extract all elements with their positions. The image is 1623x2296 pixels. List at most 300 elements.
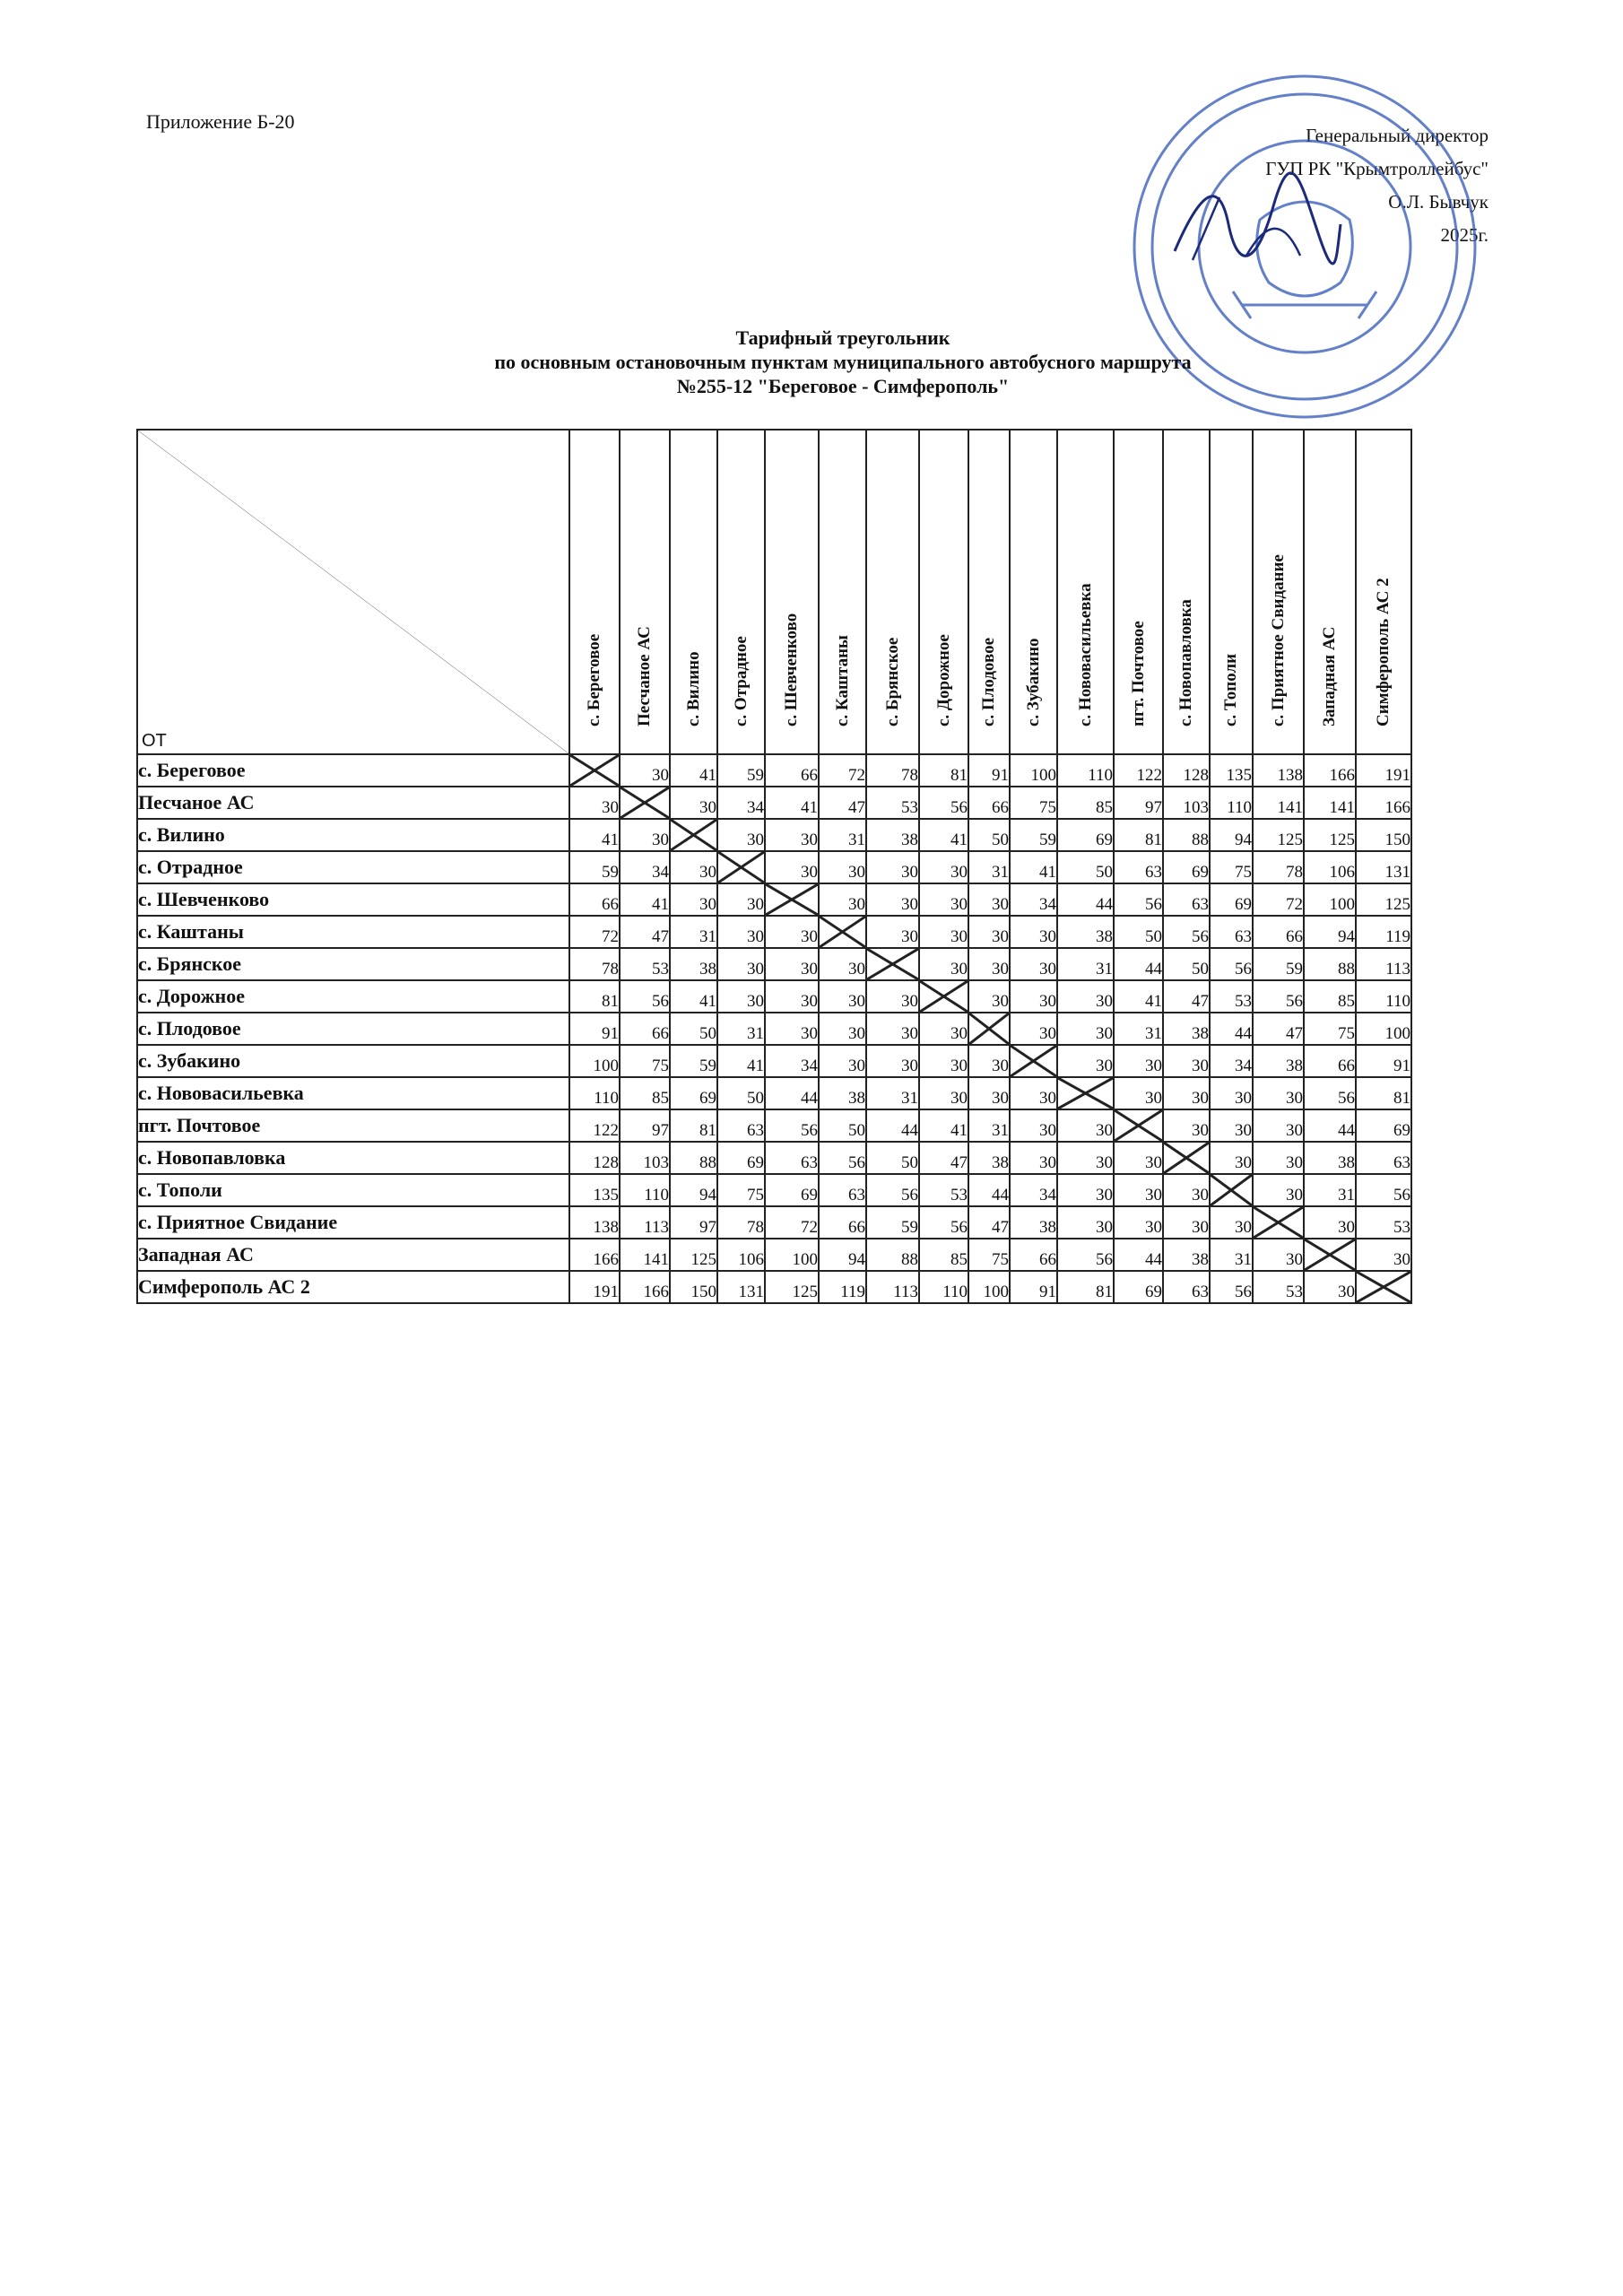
table-row: [137, 754, 1411, 787]
table-row: [137, 1206, 1411, 1239]
fare-cell: 122: [1114, 754, 1163, 787]
diagonal-cross-cell: [670, 819, 717, 851]
fare-cell: 38: [1253, 1045, 1304, 1077]
fare-cell: 30: [765, 916, 819, 948]
fare-cell: 30: [620, 754, 670, 787]
fare-cell: 56: [1163, 916, 1210, 948]
fare-cell: 66: [968, 787, 1010, 819]
fare-cell: 53: [1210, 980, 1253, 1013]
fare-cell: 30: [670, 883, 717, 916]
fare-cell: 72: [765, 1206, 819, 1239]
cross-icon: [1115, 1110, 1162, 1141]
fare-cell: 138: [1253, 754, 1304, 787]
cross-icon: [671, 820, 716, 850]
column-header-label: Песчаное АС: [635, 626, 654, 726]
fare-cell: 91: [1356, 1045, 1411, 1077]
fare-cell: 75: [1010, 787, 1057, 819]
column-header-label: с. Отрадное: [731, 636, 751, 726]
diagonal-cross-cell: [765, 883, 819, 916]
fare-cell: 30: [819, 851, 866, 883]
fare-cell: 110: [919, 1271, 968, 1303]
fare-cell: 66: [1253, 916, 1304, 948]
fare-cell: 30: [1253, 1109, 1304, 1142]
fare-cell: 69: [717, 1142, 765, 1174]
column-header: [968, 430, 1010, 754]
title-line-3: №255-12 "Береговое - Симферополь": [676, 375, 1010, 397]
diagonal-cross-cell: [1253, 1206, 1304, 1239]
fare-cell: 56: [765, 1109, 819, 1142]
column-header: [1253, 430, 1304, 754]
fare-cell: 31: [717, 1013, 765, 1045]
fare-cell: 103: [620, 1142, 670, 1174]
fare-cell: 34: [620, 851, 670, 883]
fare-cell: 34: [1010, 883, 1057, 916]
fare-cell: 125: [670, 1239, 717, 1271]
fare-cell: 38: [968, 1142, 1010, 1174]
fare-cell: 72: [1253, 883, 1304, 916]
cross-icon: [621, 787, 669, 818]
appendix-label: Приложение Б-20: [146, 110, 295, 133]
approval-date: 2025г.: [1440, 224, 1488, 246]
fare-cell: 122: [569, 1109, 620, 1142]
column-header-label: Западная АС: [1320, 626, 1339, 726]
table-row: [137, 1013, 1411, 1045]
column-header-label: с. Нововасильевка: [1075, 583, 1095, 726]
fare-cell: 47: [1253, 1013, 1304, 1045]
fare-cell: 125: [1304, 819, 1356, 851]
fare-cell: 50: [717, 1077, 765, 1109]
fare-cell: 94: [1210, 819, 1253, 851]
fare-cell: 53: [919, 1174, 968, 1206]
fare-cell: 63: [717, 1109, 765, 1142]
table-row: [137, 1109, 1411, 1142]
column-header-label: с. Тополи: [1221, 653, 1240, 726]
cross-icon: [570, 755, 619, 786]
fare-cell: 31: [1057, 948, 1114, 980]
fare-cell: 100: [765, 1239, 819, 1271]
approval-organization: ГУП РК "Крымтроллейбус": [1265, 158, 1488, 179]
cross-icon: [820, 917, 865, 947]
fare-cell: 63: [1163, 883, 1210, 916]
fare-cell: 47: [620, 916, 670, 948]
document-title: [377, 326, 1309, 398]
table-row: [137, 1142, 1411, 1174]
fare-cell: 30: [919, 916, 968, 948]
diagonal-cross-cell: [1010, 1045, 1057, 1077]
fare-cell: 30: [1114, 1045, 1163, 1077]
fare-cell: 56: [819, 1142, 866, 1174]
fare-cell: 85: [1304, 980, 1356, 1013]
fare-cell: 59: [1253, 948, 1304, 980]
fare-cell: 56: [1114, 883, 1163, 916]
fare-cell: 30: [866, 916, 919, 948]
header-row: [137, 430, 1411, 754]
fare-cell: 34: [765, 1045, 819, 1077]
fare-cell: 30: [717, 980, 765, 1013]
fare-cell: 88: [670, 1142, 717, 1174]
fare-cell: 31: [819, 819, 866, 851]
table-row: [137, 948, 1411, 980]
row-label: с. Вилино: [137, 819, 569, 851]
fare-cell: 81: [1356, 1077, 1411, 1109]
fare-cell: 56: [866, 1174, 919, 1206]
diagonal-cross-cell: [620, 787, 670, 819]
fare-cell: 41: [670, 754, 717, 787]
cross-icon: [1011, 1046, 1056, 1076]
fare-cell: 110: [1057, 754, 1114, 787]
column-header-label: с. Новопавловка: [1176, 599, 1195, 726]
fare-cell: 94: [670, 1174, 717, 1206]
fare-cell: 50: [1163, 948, 1210, 980]
fare-cell: 78: [1253, 851, 1304, 883]
fare-cell: 125: [1356, 883, 1411, 916]
fare-cell: 63: [1163, 1271, 1210, 1303]
cross-icon: [766, 884, 818, 915]
fare-cell: 125: [765, 1271, 819, 1303]
fare-cell: 30: [717, 883, 765, 916]
row-label: с. Зубакино: [137, 1045, 569, 1077]
fare-cell: 75: [1210, 851, 1253, 883]
row-label: с. Дорожное: [137, 980, 569, 1013]
fare-cell: 141: [1304, 787, 1356, 819]
fare-cell: 30: [670, 851, 717, 883]
diagonal-cross-cell: [968, 1013, 1010, 1045]
fare-cell: 30: [765, 948, 819, 980]
fare-cell: 30: [569, 787, 620, 819]
fare-cell: 166: [620, 1271, 670, 1303]
fare-cell: 56: [919, 787, 968, 819]
diagonal-cross-cell: [1210, 1174, 1253, 1206]
fare-cell: 30: [1057, 1142, 1114, 1174]
diagonal-cross-cell: [1163, 1142, 1210, 1174]
fare-cell: 50: [968, 819, 1010, 851]
fare-cell: 30: [1010, 980, 1057, 1013]
fare-cell: 30: [919, 1045, 968, 1077]
fare-cell: 31: [1210, 1239, 1253, 1271]
fare-cell: 30: [1253, 1174, 1304, 1206]
fare-cell: 30: [819, 1045, 866, 1077]
fare-cell: 85: [1057, 787, 1114, 819]
table-row: [137, 916, 1411, 948]
fare-cell: 100: [569, 1045, 620, 1077]
column-header-label: пгт. Почтовое: [1128, 621, 1148, 726]
fare-cell: 94: [1304, 916, 1356, 948]
fare-cell: 81: [569, 980, 620, 1013]
fare-cell: 100: [1304, 883, 1356, 916]
fare-cell: 30: [1114, 1174, 1163, 1206]
fare-cell: 150: [670, 1271, 717, 1303]
fare-cell: 191: [569, 1271, 620, 1303]
fare-cell: 166: [1356, 787, 1411, 819]
fare-cell: 91: [1010, 1271, 1057, 1303]
row-label: с. Нововасильевка: [137, 1077, 569, 1109]
approval-position: Генеральный директор: [1306, 125, 1488, 146]
fare-cell: 41: [670, 980, 717, 1013]
fare-cell: 38: [1304, 1142, 1356, 1174]
fare-cell: 131: [717, 1271, 765, 1303]
fare-cell: 59: [569, 851, 620, 883]
fare-cell: 30: [1210, 1206, 1253, 1239]
fare-cell: 30: [1304, 1206, 1356, 1239]
corner-diagonal: [138, 430, 568, 753]
fare-cell: 34: [1210, 1045, 1253, 1077]
fare-cell: 30: [1356, 1239, 1411, 1271]
diagonal-cross-cell: [1356, 1271, 1411, 1303]
column-header: [1057, 430, 1114, 754]
fare-cell: 30: [1163, 1109, 1210, 1142]
column-header: [1356, 430, 1411, 754]
fare-cell: 41: [569, 819, 620, 851]
fare-cell: 69: [765, 1174, 819, 1206]
fare-cell: 110: [1356, 980, 1411, 1013]
fare-cell: 141: [620, 1239, 670, 1271]
fare-cell: 34: [1010, 1174, 1057, 1206]
fare-cell: 94: [819, 1239, 866, 1271]
column-header: [819, 430, 866, 754]
fare-cell: 63: [1210, 916, 1253, 948]
fare-cell: 75: [1304, 1013, 1356, 1045]
cross-icon: [1357, 1272, 1410, 1302]
fare-cell: 30: [968, 916, 1010, 948]
fare-cell: 30: [670, 787, 717, 819]
column-header-label: с. Каштаны: [832, 635, 852, 726]
column-header-label: с. Вилино: [683, 651, 703, 726]
fare-cell: 38: [1163, 1013, 1210, 1045]
column-header: [866, 430, 919, 754]
fare-cell: 59: [670, 1045, 717, 1077]
column-header-label: с. Дорожное: [933, 634, 953, 726]
fare-cell: 30: [1210, 1142, 1253, 1174]
fare-cell: 135: [1210, 754, 1253, 787]
fare-cell: 30: [919, 1013, 968, 1045]
fare-cell: 66: [569, 883, 620, 916]
fare-cell: 110: [569, 1077, 620, 1109]
table-row: [137, 819, 1411, 851]
column-header: [919, 430, 968, 754]
cross-icon: [1254, 1207, 1303, 1238]
row-label: Симферополь АС 2: [137, 1271, 569, 1303]
row-label: с. Шевченково: [137, 883, 569, 916]
from-label: ОТ: [142, 731, 167, 751]
fare-cell: 30: [1010, 1109, 1057, 1142]
fare-cell: 56: [1304, 1077, 1356, 1109]
fare-cell: 30: [1114, 1077, 1163, 1109]
fare-cell: 30: [968, 1045, 1010, 1077]
fare-cell: 30: [968, 1077, 1010, 1109]
fare-cell: 30: [1057, 1206, 1114, 1239]
fare-cell: 41: [1114, 980, 1163, 1013]
fare-cell: 97: [670, 1206, 717, 1239]
fare-cell: 30: [1057, 1045, 1114, 1077]
fare-cell: 150: [1356, 819, 1411, 851]
fare-cell: 63: [819, 1174, 866, 1206]
column-header: [1163, 430, 1210, 754]
fare-cell: 30: [866, 1013, 919, 1045]
fare-cell: 166: [569, 1239, 620, 1271]
fare-cell: 34: [717, 787, 765, 819]
row-label: с. Каштаны: [137, 916, 569, 948]
fare-cell: 30: [717, 916, 765, 948]
column-header: [620, 430, 670, 754]
fare-cell: 30: [1253, 1142, 1304, 1174]
fare-cell: 44: [866, 1109, 919, 1142]
fare-cell: 128: [569, 1142, 620, 1174]
fare-cell: 30: [919, 948, 968, 980]
fare-cell: 30: [919, 883, 968, 916]
fare-cell: 30: [765, 819, 819, 851]
fare-cell: 138: [569, 1206, 620, 1239]
table-row: [137, 787, 1411, 819]
fare-cell: 81: [1057, 1271, 1114, 1303]
table-row: [137, 1239, 1411, 1271]
fare-cell: 135: [569, 1174, 620, 1206]
fare-cell: 41: [765, 787, 819, 819]
fare-cell: 91: [569, 1013, 620, 1045]
fare-cell: 63: [765, 1142, 819, 1174]
fare-cell: 166: [1304, 754, 1356, 787]
fare-cell: 30: [1057, 1174, 1114, 1206]
fare-cell: 88: [866, 1239, 919, 1271]
fare-cell: 63: [1114, 851, 1163, 883]
fare-cell: 31: [1114, 1013, 1163, 1045]
fare-cell: 191: [1356, 754, 1411, 787]
column-header: [1010, 430, 1057, 754]
fare-cell: 72: [819, 754, 866, 787]
fare-cell: 44: [1114, 1239, 1163, 1271]
fare-cell: 41: [1010, 851, 1057, 883]
fare-cell: 119: [819, 1271, 866, 1303]
cross-icon: [718, 852, 764, 883]
fare-cell: 30: [1163, 1206, 1210, 1239]
fare-cell: 63: [1356, 1142, 1411, 1174]
column-header-label: с. Приятное Свидание: [1268, 554, 1288, 726]
fare-cell: 91: [968, 754, 1010, 787]
diagonal-cross-cell: [1304, 1239, 1356, 1271]
fare-cell: 38: [866, 819, 919, 851]
diagonal-cross-cell: [866, 948, 919, 980]
fare-cell: 30: [1253, 1077, 1304, 1109]
fare-cell: 30: [765, 980, 819, 1013]
fare-cell: 50: [1114, 916, 1163, 948]
fare-cell: 30: [1057, 980, 1114, 1013]
fare-cell: 30: [968, 948, 1010, 980]
fare-cell: 113: [620, 1206, 670, 1239]
fare-cell: 69: [670, 1077, 717, 1109]
fare-cell: 41: [620, 883, 670, 916]
tariff-table: [136, 429, 1412, 1304]
row-label: с. Плодовое: [137, 1013, 569, 1045]
fare-cell: 66: [819, 1206, 866, 1239]
fare-cell: 30: [1253, 1239, 1304, 1271]
column-header: [670, 430, 717, 754]
fare-cell: 41: [717, 1045, 765, 1077]
fare-cell: 47: [919, 1142, 968, 1174]
fare-cell: 30: [968, 980, 1010, 1013]
fare-cell: 30: [866, 1045, 919, 1077]
fare-cell: 30: [1163, 1077, 1210, 1109]
fare-cell: 128: [1163, 754, 1210, 787]
fare-cell: 110: [1210, 787, 1253, 819]
signature: [1166, 170, 1345, 278]
fare-cell: 81: [670, 1109, 717, 1142]
column-header-label: с. Шевченково: [782, 613, 801, 726]
fare-cell: 30: [765, 851, 819, 883]
fare-cell: 81: [1114, 819, 1163, 851]
fare-cell: 30: [1057, 1109, 1114, 1142]
title-line-1: Тарифный треугольник: [735, 326, 950, 349]
fare-cell: 50: [670, 1013, 717, 1045]
fare-cell: 30: [1010, 1077, 1057, 1109]
fare-cell: 38: [1057, 916, 1114, 948]
fare-cell: 78: [717, 1206, 765, 1239]
fare-cell: 69: [1163, 851, 1210, 883]
fare-cell: 72: [569, 916, 620, 948]
fare-cell: 50: [819, 1109, 866, 1142]
fare-cell: 30: [919, 1077, 968, 1109]
fare-cell: 56: [1210, 1271, 1253, 1303]
fare-cell: 30: [1163, 1045, 1210, 1077]
diagonal-cross-cell: [1114, 1109, 1163, 1142]
fare-cell: 38: [1163, 1239, 1210, 1271]
cross-icon: [1305, 1239, 1355, 1270]
fare-cell: 50: [866, 1142, 919, 1174]
fare-cell: 30: [1010, 916, 1057, 948]
fare-cell: 88: [1163, 819, 1210, 851]
fare-cell: 30: [866, 980, 919, 1013]
fare-cell: 44: [968, 1174, 1010, 1206]
fare-cell: 69: [1057, 819, 1114, 851]
fare-cell: 30: [717, 948, 765, 980]
fare-cell: 78: [866, 754, 919, 787]
cross-icon: [1164, 1143, 1209, 1173]
column-header: [717, 430, 765, 754]
fare-cell: 56: [1253, 980, 1304, 1013]
fare-cell: 75: [968, 1239, 1010, 1271]
cross-icon: [969, 1013, 1009, 1044]
column-header-label: с. Брянское: [882, 637, 902, 726]
fare-cell: 30: [866, 851, 919, 883]
column-header: [1114, 430, 1163, 754]
approval-signer: О.Л. Бывчук: [1388, 191, 1488, 213]
fare-cell: 30: [1163, 1174, 1210, 1206]
column-header-label: с. Зубакино: [1023, 638, 1043, 726]
cross-icon: [1058, 1078, 1113, 1109]
column-header-label: с. Береговое: [585, 633, 603, 726]
fare-cell: 31: [968, 1109, 1010, 1142]
fare-cell: 44: [1114, 948, 1163, 980]
fare-cell: 30: [919, 851, 968, 883]
fare-cell: 85: [919, 1239, 968, 1271]
fare-cell: 30: [1010, 1013, 1057, 1045]
fare-cell: 30: [819, 1013, 866, 1045]
fare-cell: 30: [1210, 1109, 1253, 1142]
row-label: Песчаное АС: [137, 787, 569, 819]
fare-cell: 30: [819, 883, 866, 916]
fare-cell: 66: [1304, 1045, 1356, 1077]
fare-cell: 125: [1253, 819, 1304, 851]
column-header-label: Симферополь АС 2: [1374, 578, 1393, 726]
row-label: с. Брянское: [137, 948, 569, 980]
fare-cell: 106: [1304, 851, 1356, 883]
fare-cell: 38: [1010, 1206, 1057, 1239]
table-row: [137, 1077, 1411, 1109]
fare-cell: 69: [1114, 1271, 1163, 1303]
fare-cell: 30: [1114, 1142, 1163, 1174]
fare-cell: 47: [968, 1206, 1010, 1239]
fare-cell: 75: [620, 1045, 670, 1077]
table-row: [137, 883, 1411, 916]
fare-cell: 47: [1163, 980, 1210, 1013]
